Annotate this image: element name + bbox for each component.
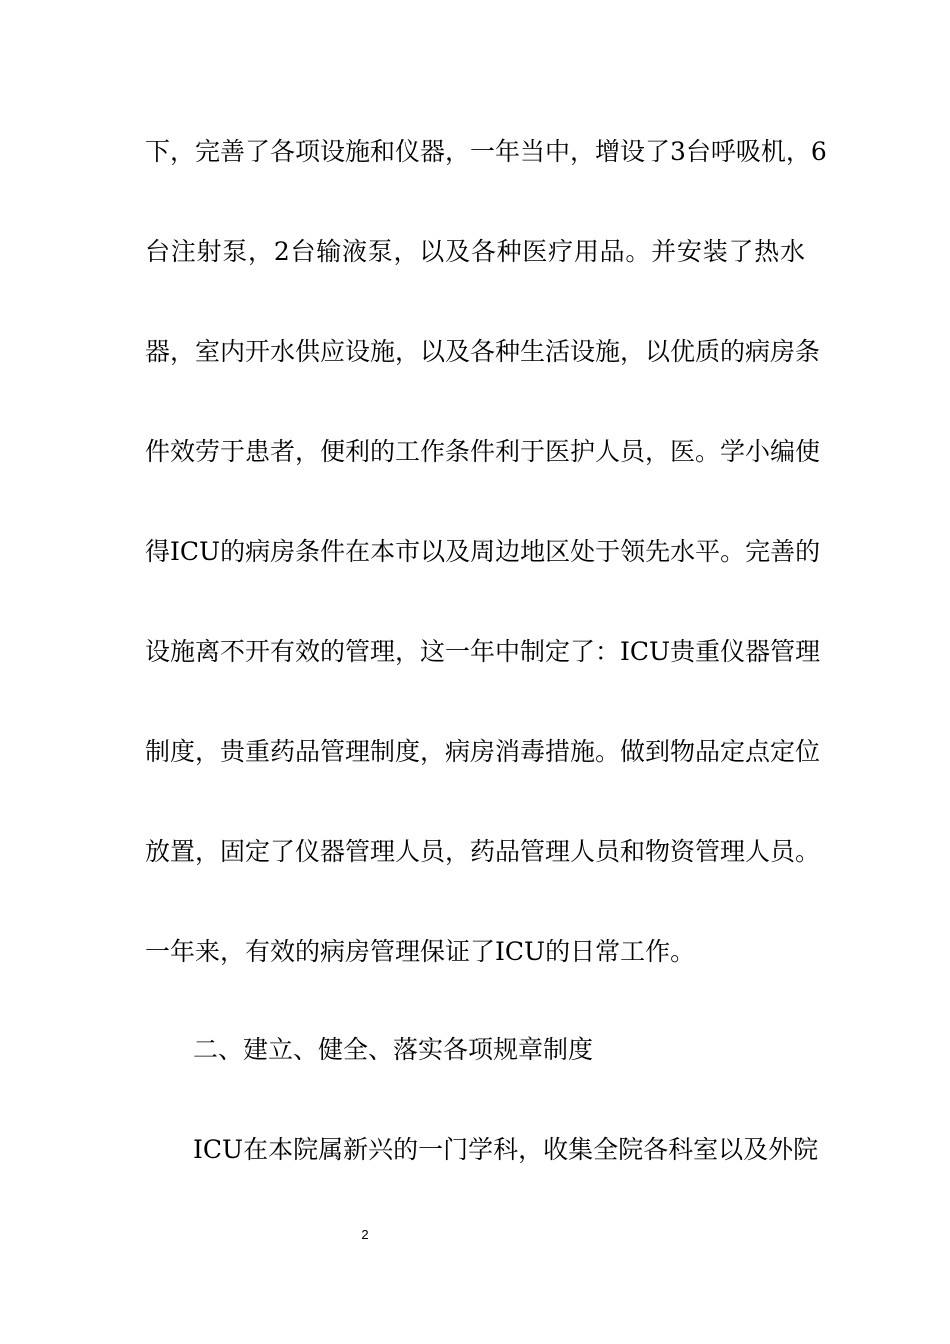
paragraph-line-8: 放置，固定了仪器管理人员，药品管理人员和物资管理人员。 xyxy=(145,837,821,866)
paragraph-line-9: 一年来，有效的病房管理保证了ICU的日常工作。 xyxy=(145,937,696,966)
page-number: 2 xyxy=(361,1227,369,1242)
paragraph-line-2: 台注射泵，2台输液泵，以及各种医疗用品。并安装了热水 xyxy=(145,237,805,266)
paragraph-line-3: 器，室内开水供应设施，以及各种生活设施，以优质的病房条 xyxy=(145,337,821,366)
paragraph-line-7: 制度，贵重药品管理制度，病房消毒措施。做到物品定点定位 xyxy=(145,737,821,766)
paragraph-line-4: 件效劳于患者，便利的工作条件利于医护人员，医。学小编使 xyxy=(145,437,821,466)
paragraph-line-6: 设施离不开有效的管理，这一年中制定了：ICU贵重仪器管理 xyxy=(145,637,821,666)
section-heading: 二、建立、健全、落实各项规章制度 xyxy=(193,1035,594,1064)
paragraph-line-1: 下，完善了各项设施和仪器，一年当中，增设了3台呼吸机，6 xyxy=(145,137,827,166)
next-paragraph-line: ICU在本院属新兴的一门学科，收集全院各科室以及外院 xyxy=(193,1135,819,1164)
paragraph-line-5: 得ICU的病房条件在本市以及周边地区处于领先水平。完善的 xyxy=(145,537,821,566)
